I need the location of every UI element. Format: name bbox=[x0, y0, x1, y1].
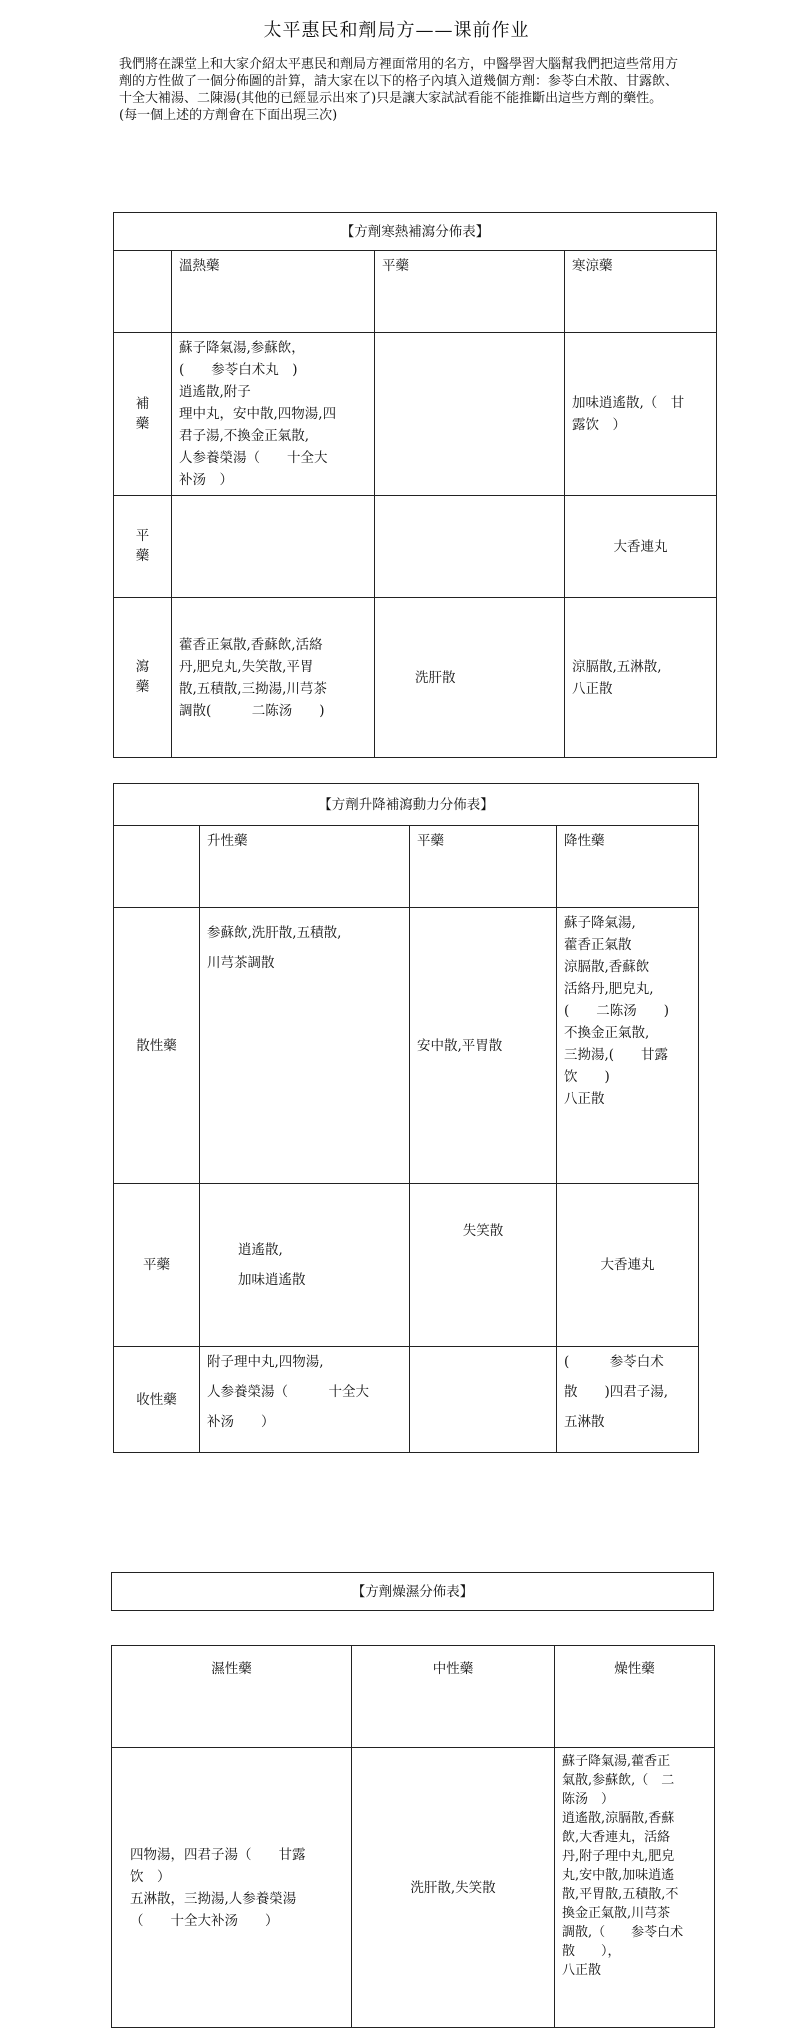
formula-line: 饮 ） bbox=[130, 1868, 171, 1885]
table1-neutral-neutral bbox=[375, 496, 565, 598]
table1-neutral-warm bbox=[172, 496, 375, 598]
table2-astringe-down bbox=[557, 1347, 699, 1453]
table2-row-disperse: 散性藥 bbox=[114, 908, 200, 1184]
formula-line: 調散( 二陈汤 ) bbox=[179, 702, 325, 719]
table3-wet bbox=[112, 1748, 352, 2028]
dry-wet-table bbox=[111, 1645, 715, 2028]
cold-heat-table bbox=[113, 212, 717, 758]
formula-line: 理中丸，安中散,四物湯,四 bbox=[179, 406, 337, 422]
table1-tonify-cold bbox=[565, 333, 717, 496]
formula-line: 三拗湯,( 甘露 bbox=[564, 1047, 669, 1063]
table2-astringe-up bbox=[200, 1347, 410, 1453]
dry-wet-title-box bbox=[111, 1572, 714, 1611]
table2-disperse-up bbox=[200, 908, 410, 1184]
formula-line: 加味逍遙散,（ 甘 bbox=[572, 395, 685, 411]
formula-line: 洗肝散 bbox=[415, 669, 456, 686]
formula-line: 丹,肥皃丸,失笑散,平胃 bbox=[179, 658, 314, 675]
formula-line: 饮 ) bbox=[564, 1069, 610, 1085]
formula-line: 安中散,平胃散 bbox=[417, 1037, 503, 1054]
table2-astringe-flat bbox=[410, 1347, 557, 1453]
formula-line: 八正散 bbox=[572, 680, 613, 697]
table2-row-astringe: 收性藥 bbox=[114, 1347, 200, 1453]
formula-line: 氣散,参蘇飲,（ 二 bbox=[562, 1773, 675, 1788]
table2-neutral-down bbox=[557, 1184, 699, 1347]
formula-line: 人参養榮湯（ 十全大 bbox=[179, 450, 328, 466]
table2-col-flat: 平藥 bbox=[410, 826, 557, 908]
formula-line: 散,五積散,三拗湯,川芎茶 bbox=[179, 680, 327, 697]
table2-neutral-flat bbox=[410, 1184, 557, 1347]
formula-line: ( 参苓白术 bbox=[564, 1354, 664, 1370]
formula-line: 活絡丹,肥皃丸, bbox=[564, 981, 654, 997]
table3-col-wet: 濕性藥 bbox=[112, 1646, 352, 1748]
formula-line: 五淋散 bbox=[564, 1414, 605, 1430]
formula-line: 丸,安中散,加味逍遙 bbox=[562, 1868, 675, 1883]
formula-line: 大香連丸 bbox=[613, 538, 668, 555]
page-title: 太平惠民和劑局方——课前作业 bbox=[263, 20, 530, 41]
formula-line: 洗肝散,失笑散 bbox=[410, 1879, 496, 1896]
table2-neutral-up bbox=[200, 1184, 410, 1347]
formula-line: 附子理中丸,四物湯, bbox=[207, 1354, 324, 1370]
table1-purge-neutral bbox=[375, 598, 565, 758]
formula-line: 君子湯,不換金正氣散, bbox=[179, 428, 310, 444]
formula-line: 藿香正氣散,香蘇飲,活絡 bbox=[179, 636, 323, 653]
formula-line: 換金正氣散,川芎茶 bbox=[562, 1906, 671, 1921]
table1-tonify-warm bbox=[172, 333, 375, 496]
formula-line: 四物湯，四君子湯（ 甘露 bbox=[130, 1846, 306, 1863]
formula-line: 蘇子降氣湯, bbox=[564, 915, 636, 931]
formula-line: 散,平胃散,五積散,不 bbox=[562, 1887, 679, 1902]
formula-line: 藿香正氣散 bbox=[564, 937, 632, 953]
formula-line: 蘇子降氣湯,参蘇飲， bbox=[179, 340, 305, 356]
formula-line: 参蘇飲,洗肝散,五積散, bbox=[207, 925, 342, 941]
table1-row-tonify bbox=[114, 333, 172, 496]
table1-row-neutral bbox=[114, 496, 172, 598]
formula-line: 逍遙散,附子 bbox=[179, 384, 251, 400]
table1-purge-cold bbox=[565, 598, 717, 758]
intro-paragraph bbox=[119, 56, 679, 124]
formula-line: 飲,大香連丸，活絡 bbox=[562, 1830, 671, 1845]
table1-col-warm: 溫熱藥 bbox=[172, 251, 375, 333]
table1-title: 【方劑寒熱補瀉分佈表】 bbox=[114, 213, 717, 251]
table1-row-purge-label: 瀉藥 bbox=[135, 659, 150, 695]
table3-col-dry: 燥性藥 bbox=[555, 1646, 715, 1748]
table3-mid bbox=[352, 1748, 555, 2028]
table2-title: 【方劑升降補瀉動力分佈表】 bbox=[114, 784, 699, 826]
formula-line: 逍遙散, bbox=[238, 1242, 283, 1258]
formula-line: 大香連丸 bbox=[600, 1257, 655, 1273]
table2-disperse-flat bbox=[410, 908, 557, 1184]
rise-fall-table bbox=[113, 783, 699, 1453]
formula-line: 八正散 bbox=[564, 1091, 605, 1107]
formula-line: 补汤 ） bbox=[207, 1414, 275, 1430]
formula-line: 川芎茶調散 bbox=[207, 955, 275, 971]
formula-line: （ 十全大补汤 ） bbox=[130, 1912, 279, 1929]
formula-line: 調散,（ 参苓白术 bbox=[562, 1925, 684, 1940]
table2-disperse-down bbox=[557, 908, 699, 1184]
formula-line: 散 )四君子湯, bbox=[564, 1384, 669, 1400]
formula-line: 蘇子降氣湯,藿香正 bbox=[562, 1754, 671, 1769]
formula-line: 陈汤 ） bbox=[562, 1792, 615, 1807]
formula-line: 散 ）， bbox=[562, 1944, 621, 1959]
table2-col-down: 降性藥 bbox=[557, 826, 699, 908]
table2-row-neutral: 平藥 bbox=[114, 1184, 200, 1347]
formula-line: 补汤 ） bbox=[179, 472, 233, 488]
formula-line: 失笑散 bbox=[462, 1223, 504, 1239]
table1-tonify-neutral bbox=[375, 333, 565, 496]
intro-text: 我們將在課堂上和大家介紹太平惠民和劑局方裡面常用的名方，中醫學習大腦幫我們把這些常用方劑的方性做了一個分佈圖的計算，請大家在以下的格子內填入道幾個方劑：参苓白术散、甘露飲、十全大補湯、二陳湯(其他的已經显示出來了)只是讓大家試試看能不能推斷出這些方劑的藥性。(每一個上述的方劑會在下面出現三次) bbox=[119, 57, 679, 123]
table1-neutral-cold bbox=[565, 496, 717, 598]
table1-corner bbox=[114, 251, 172, 333]
formula-line: ( 二陈汤 ) bbox=[564, 1003, 670, 1019]
formula-line: ( 参苓白术丸 ) bbox=[179, 362, 298, 378]
table2-col-up: 升性藥 bbox=[200, 826, 410, 908]
formula-line: 不換金正氣散, bbox=[564, 1025, 650, 1041]
formula-line: 五淋散，三拗湯,人参養榮湯 bbox=[130, 1890, 297, 1907]
formula-line: 涼膈散,五淋散, bbox=[572, 658, 662, 675]
table3-title: 【方劑燥濕分佈表】 bbox=[112, 1573, 714, 1611]
table1-col-cold: 寒涼藥 bbox=[565, 251, 717, 333]
formula-line: 丹,附子理中丸,肥皃 bbox=[562, 1849, 675, 1864]
formula-line: 人参養榮湯（ 十全大 bbox=[207, 1384, 369, 1400]
table1-purge-warm bbox=[172, 598, 375, 758]
formula-line: 涼膈散,香蘇飲 bbox=[564, 959, 650, 975]
table2-corner bbox=[114, 826, 200, 908]
table3-col-mid: 中性藥 bbox=[352, 1646, 555, 1748]
table1-row-purge bbox=[114, 598, 172, 758]
formula-line: 八正散 bbox=[562, 1963, 602, 1978]
table3-dry bbox=[555, 1748, 715, 2028]
formula-line: 逍遙散,涼膈散,香蘇 bbox=[562, 1811, 675, 1826]
table1-col-neutral: 平藥 bbox=[375, 251, 565, 333]
formula-line: 露饮 ） bbox=[572, 417, 626, 433]
table1-row-tonify-label: 補藥 bbox=[135, 395, 150, 432]
formula-line: 加味逍遙散 bbox=[238, 1272, 306, 1288]
table1-row-neutral-label: 平藥 bbox=[135, 528, 150, 564]
